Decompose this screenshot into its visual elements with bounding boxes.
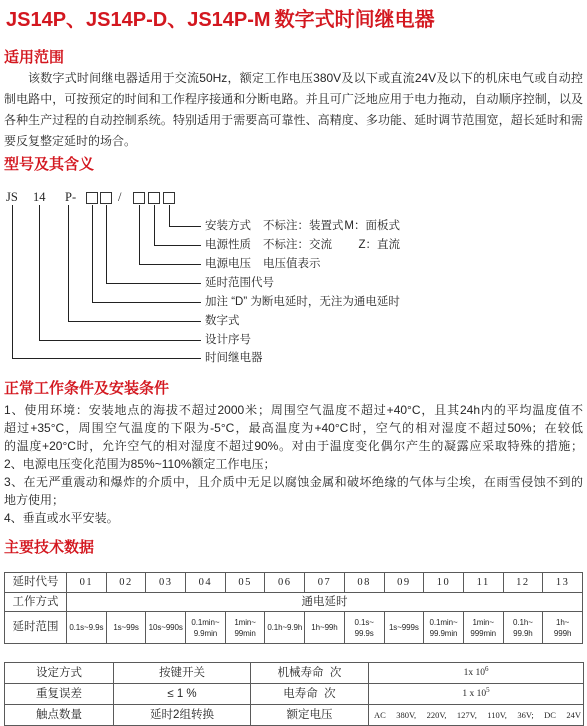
range-text: 1min~	[234, 617, 256, 627]
delay-range-cell	[424, 612, 464, 644]
spec-label: 重复误差	[5, 684, 114, 705]
label-mounting-marked: M：面板式	[344, 220, 400, 232]
range-text: 999min	[470, 628, 497, 638]
spec-value-base: 1 x 10	[462, 688, 487, 699]
table-row	[5, 573, 583, 593]
table-row	[5, 684, 584, 705]
section-heading-conditions: 正常工作条件及安装条件	[4, 380, 170, 397]
label-mounting-type: 安装方式	[205, 220, 251, 232]
delay-code-cell: 06	[265, 573, 305, 593]
label-design-no: 设计序号	[205, 334, 251, 346]
label-supply-voltage: 电源电压	[205, 258, 251, 270]
delay-code-cell: 02	[106, 573, 146, 593]
spec-label: 触点数量	[5, 705, 114, 726]
delay-code-cell: 01	[67, 573, 107, 593]
spec-value-base: 1x 10	[463, 667, 485, 678]
delay-code-cell: 10	[424, 573, 464, 593]
conditions-line: 3、在无严重震动和爆炸的介质中，且介质中无足以腐蚀金属和破坏绝缘的气体与尘埃，在雨雪侵蚀不到的	[4, 475, 583, 489]
model-code-separator: /	[118, 190, 122, 204]
range-text: 99.9s	[354, 628, 374, 638]
spec-label: 设定方式	[5, 663, 114, 684]
range-text: 0.1h~9.9h	[267, 623, 303, 632]
delay-code-cell: 12	[503, 573, 543, 593]
leader-line	[170, 205, 202, 227]
range-text: 99.9h	[513, 628, 533, 638]
range-text: 99.9min	[429, 628, 458, 638]
range-text: 1min~	[472, 617, 494, 627]
range-text: 9.9min	[193, 628, 218, 638]
range-text: 999h	[553, 628, 572, 638]
delay-code-cell: 13	[543, 573, 583, 593]
conditions-line: 地方使用；	[4, 493, 65, 507]
conditions-line: 超过+35°C，周围空气温度的下限为-5°C，最高温度为+40°C时，空气的相对湿度不超过50%；在较低	[4, 421, 583, 435]
delay-range-cell	[225, 612, 265, 644]
conditions-line: 4、垂直或水平安装。	[4, 511, 119, 525]
delay-range-cell	[67, 612, 107, 644]
range-text: 0.1s~	[354, 617, 374, 627]
spec-value-exponent: 5	[486, 685, 490, 694]
scope-line: 各种生产过程的自动控制系统。特别适用于需要高可靠性、高精度、多功能、延时调节范围宽，超长延时和需	[4, 113, 583, 127]
table-row	[5, 705, 584, 726]
spec-value: 延时2组转换	[114, 705, 251, 726]
delay-range-cell	[106, 612, 146, 644]
model-code-leader-lines	[0, 0, 210, 370]
conditions-line: 的温度+20°C时，允许空气的相对湿度不超过90%。对由于温度变化偶尔产生的凝露应采取特殊的措施；	[4, 439, 583, 453]
title-product-name: 数字式时间继电器	[274, 9, 435, 31]
delay-range-cell	[186, 612, 226, 644]
label-power-unmarked: 不标注：交流	[263, 239, 332, 251]
range-text: 0.1h~	[513, 617, 533, 627]
delay-code-cell: 05	[225, 573, 265, 593]
delay-code-cell: 09	[384, 573, 424, 593]
delay-code-cell: 07	[305, 573, 345, 593]
leader-line	[69, 205, 202, 322]
range-text: 1h~99h	[311, 623, 338, 632]
spec-value: 按键开关	[114, 663, 251, 684]
delay-range-table	[4, 572, 583, 644]
section-heading-model: 型号及其含义	[4, 156, 95, 173]
range-text: 0.1min~	[191, 617, 220, 627]
label-digital: 数字式	[205, 315, 240, 327]
work-mode-value: 通电延时	[67, 593, 583, 612]
range-text: 1s~999s	[388, 623, 419, 632]
model-code-series: JS	[6, 190, 18, 204]
delay-range-cell	[146, 612, 186, 644]
delay-range-cell	[265, 612, 305, 644]
leader-line	[93, 205, 202, 303]
leader-line	[107, 205, 202, 284]
leader-line	[155, 205, 202, 246]
range-text: 99min	[234, 628, 256, 638]
label-delay-mode: 加注 “D” 为断电延时，无注为通电延时	[205, 296, 400, 308]
delay-range-cell	[384, 612, 424, 644]
delay-code-cell: 11	[463, 573, 503, 593]
delay-range-cell	[305, 612, 345, 644]
conditions-line: 1、使用环境：安装地点的海拔不超过2000米；周围空气温度不超过+40°C，且其24h内的平均温度值不	[4, 403, 583, 417]
technical-spec-table	[4, 662, 584, 726]
delay-code-header: 延时代号	[5, 573, 67, 593]
range-text: 10s~990s	[148, 623, 183, 632]
label-supply-voltage-note: 电压值表示	[263, 258, 321, 270]
spec-value	[369, 684, 584, 705]
leader-line	[40, 205, 202, 341]
scope-line: 制电路中，可按预定的时间和工作程序接通和分断电路。并且可广泛地应用于电力拖动，自动顺序控制，以及	[4, 92, 583, 106]
spec-value	[369, 663, 584, 684]
delay-range-cell	[344, 612, 384, 644]
range-text: 1h~	[555, 617, 570, 627]
delay-range-cell	[543, 612, 583, 644]
spec-value: ≤ 1 %	[114, 684, 251, 705]
scope-line: 要反复整定延时的场合。	[4, 134, 137, 148]
conditions-line: 2、电源电压变化范围为85%~110%额定工作电压；	[4, 457, 276, 471]
conditions-paragraph	[4, 401, 583, 527]
label-power-marked: Z：直流	[358, 239, 400, 251]
delay-code-cell: 08	[344, 573, 384, 593]
range-text: 0.1s~9.9s	[69, 623, 104, 632]
range-text: 1s~99s	[113, 623, 139, 632]
spec-label: 额定电压	[251, 705, 369, 726]
table-row	[5, 612, 583, 644]
model-code-type: P-	[65, 190, 77, 204]
table-row	[5, 593, 583, 612]
spec-label: 机械寿命 次	[251, 663, 369, 684]
title-models: JS14P、JS14P-D、JS14P-M	[6, 9, 271, 31]
label-delay-range-code: 延时范围代号	[205, 277, 274, 289]
spec-value-exponent: 6	[484, 664, 489, 673]
label-power-type: 电源性质	[205, 239, 251, 251]
delay-range-cell	[503, 612, 543, 644]
spec-value-rated-voltage: AC 380V, 220V, 127V, 110V, 36V; DC 24V	[369, 705, 584, 726]
label-mounting-unmarked: 不标注：装置式	[263, 220, 344, 232]
delay-range-cell	[463, 612, 503, 644]
delay-range-header: 延时范围	[5, 612, 67, 644]
section-heading-specs: 主要技术数据	[4, 539, 95, 556]
model-code-design-no: 14	[33, 190, 46, 204]
spec-label: 电寿命 次	[251, 684, 369, 705]
label-time-relay: 时间继电器	[205, 352, 263, 364]
delay-code-cell: 03	[146, 573, 186, 593]
range-text: 0.1min~	[429, 617, 458, 627]
scope-line: 该数字式时间继电器适用于交流50Hz，额定工作电压380V及以下或直流24V及以下的机床电气或自动控	[28, 71, 583, 85]
table-row	[5, 663, 584, 684]
section-heading-scope: 适用范围	[4, 49, 65, 66]
leader-line	[140, 205, 202, 265]
work-mode-header: 工作方式	[5, 593, 67, 612]
delay-code-cell: 04	[186, 573, 226, 593]
